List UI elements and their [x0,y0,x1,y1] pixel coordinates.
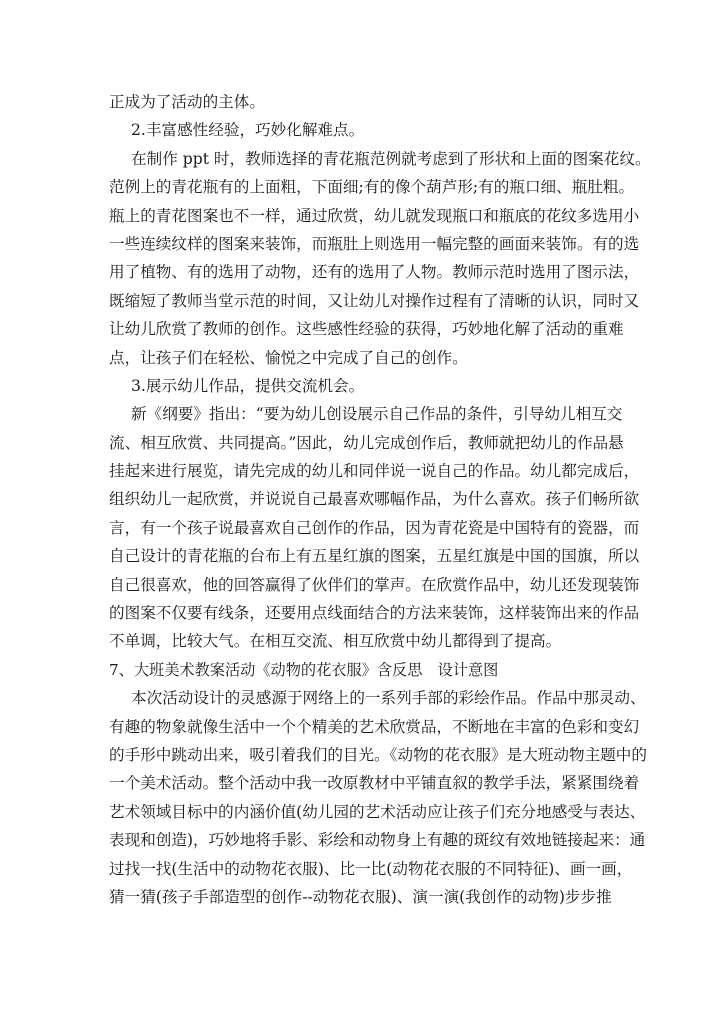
text-line: 的图案不仅要有线条，还要用点线面结合的方法来装饰，这样装饰出来的作品 [109,604,640,623]
text-line: 新《纲要》指出：“要为幼儿创设展示自己作品的条件，引导幼儿相互交 [131,405,623,424]
text-line: 用了植物、有的选用了动物，还有的选用了人物。教师示范时选用了图示法， [109,263,640,282]
section-heading: 2.丰富感性经验，巧妙化解难点。 [131,121,365,140]
text-line: 一些连续纹样的图案来装饰，而瓶肚上则选用一幅完整的画面来装饰。有的选 [109,234,640,253]
text-line: 范例上的青花瓶有的上面粗，下面细;有的像个葫芦形;有的瓶口细、瓶肚粗。 [109,178,635,197]
text-line: 的手形中跳动出来，吸引着我们的目光。《动物的花衣服》是大班动物主题中的 [109,745,647,764]
text-line: 有趣的物象就像生活中一个个精美的艺术欣赏品，不断地在丰富的色彩和变幻 [109,717,640,736]
text-line: 表现和创造)，巧妙地将手影、彩绘和动物身上有趣的斑纹有效地链接起来：通 [109,831,646,850]
text-line: 一个美术活动。整个活动中我一改原教材中平铺直叙的教学手法，紧紧围绕着 [109,774,640,793]
text-line: 组织幼儿一起欣赏，并说说自己最喜欢哪幅作品，为什么喜欢。孩子们畅所欲 [109,490,640,509]
text-line: 过找一找(生活中的动物花衣服)、比一比(动物花衣服的不同特征)、画一画， [109,859,633,878]
text-line: 自己很喜欢，他的回答赢得了伙伴们的掌声。在欣赏作品中，幼儿还发现装饰 [109,575,640,594]
text-line: 艺术领域目标中的内涵价值(幼儿园的艺术活动应让孩子们充分地感受与表达、 [109,802,646,821]
text-line: 让幼儿欣赏了教师的创作。这些感性经验的获得，巧妙地化解了活动的重难 [109,320,624,339]
text-line: 本次活动设计的灵感源于网络上的一系列手部的彩绘作品。作品中那灵动、 [131,689,646,708]
text-line: 不单调，比较大气。在相互交流、相互欣赏中幼儿都得到了提高。 [109,632,562,651]
text-line: 瓶上的青花图案也不一样，通过欣赏，幼儿就发现瓶口和瓶底的花纹多选用小 [109,206,640,225]
text-line: 猜一猜(孩子手部造型的创作--动物花衣服)、演一演(我创作的动物)步步推 [109,887,612,906]
lesson-title: 7、大班美术教案活动《动物的花衣服》含反思 设计意图 [109,660,499,679]
document-page [109,88,651,911]
text-line: 流、相互欣赏、共同提高。”因此，幼儿完成创作后，教师就把幼儿的作品悬 [109,433,624,452]
text-line: 既缩短了教师当堂示范的时间，又让幼儿对操作过程有了清晰的认识，同时又 [109,291,640,310]
text-line: 正成为了活动的主体。 [109,93,265,111]
text-line: 挂起来进行展览，请先完成的幼儿和同伴说一说自己的作品。幼儿都完成后， [109,462,640,481]
section-heading: 3.展示幼儿作品，提供交流机会。 [131,376,365,395]
text-line: 点，让孩子们在轻松、愉悦之中完成了自己的创作。 [109,348,468,367]
text-line: 在制作 ppt 时，教师选择的青花瓶范例就考虑到了形状和上面的图案花纹。 [131,149,651,168]
text-line: 言，有一个孩子说最喜欢自己创作的作品，因为青花瓷是中国特有的瓷器，而 [109,518,640,537]
text-line: 自己设计的青花瓶的台布上有五星红旗的图案，五星红旗是中国的国旗，所以 [109,547,640,566]
